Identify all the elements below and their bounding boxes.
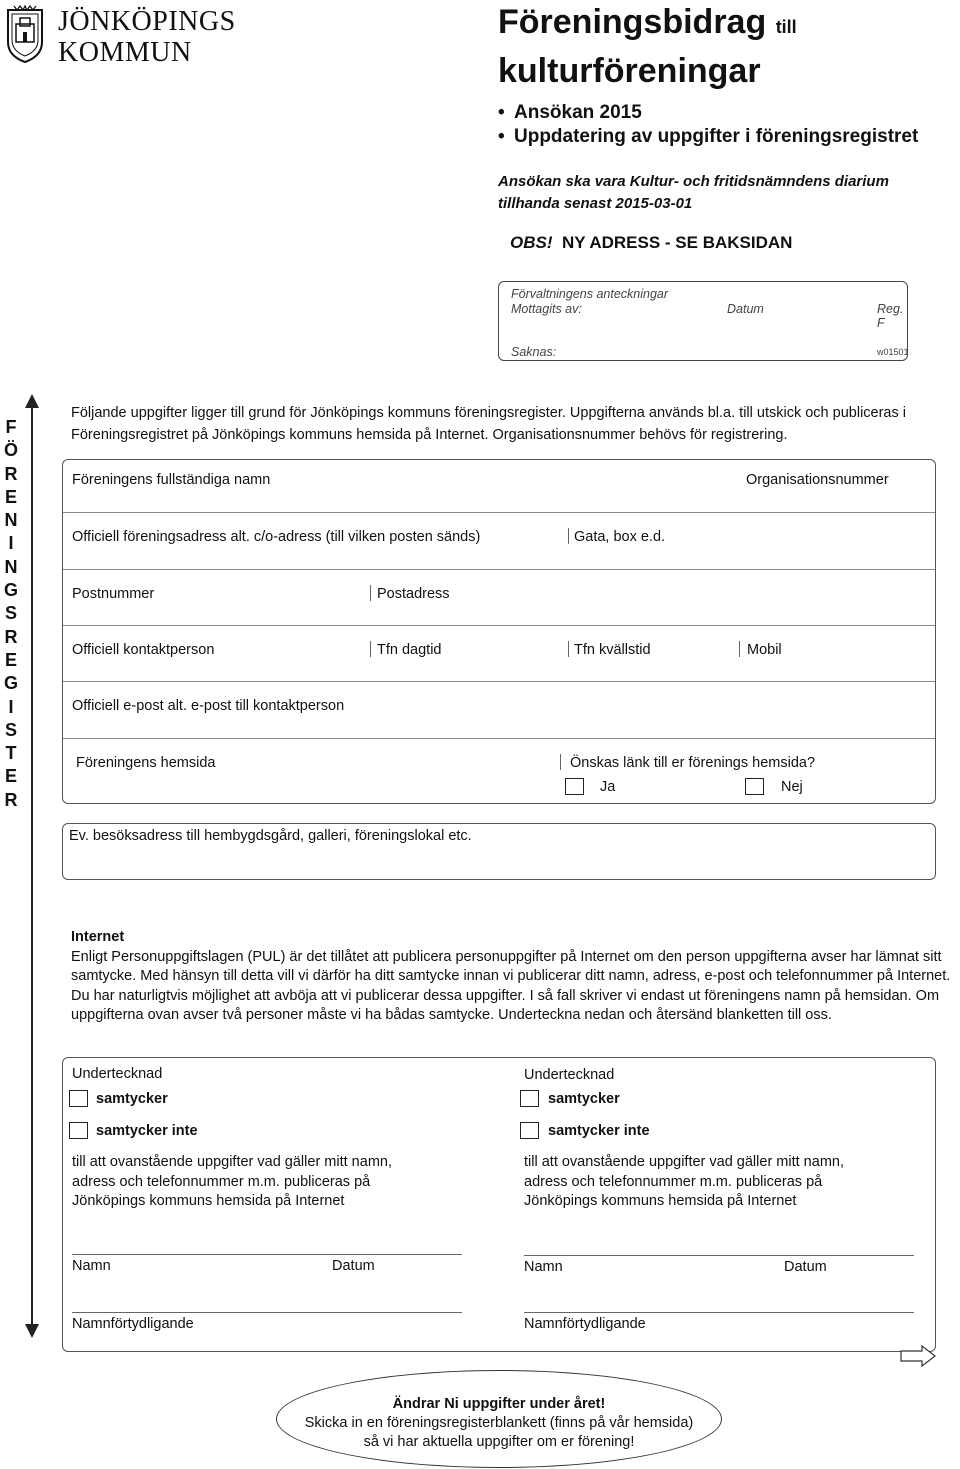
undersigned-label: Undertecknad [72,1066,163,1082]
full-name-label: Föreningens fullständiga namn [72,472,271,488]
municipality-logo [58,6,236,68]
deadline-line-2: tillhanda senast 2015-03-01 [498,195,693,212]
obs-label: OBS! [510,233,553,252]
mobile-label: Mobil [747,642,782,658]
link-yes-checkbox[interactable] [565,778,584,795]
consent-heading: Internet [71,929,125,945]
clarification-label-2: Namnförtydligande [524,1316,646,1332]
decline-label-2: samtycker inte [548,1123,650,1139]
intro-text: Följande uppgifter ligger till grund för Jönköpings kommuns föreningsregister. Uppgifterna används bl.a. till utskick och publiceras i Föreningsregistret på Jönköpings kommuns hemsida på Internet. Organisationsnummer behövs för registrering. [71,405,906,443]
signature-line-1[interactable] [72,1254,462,1255]
register-letter: E [4,649,17,670]
statement-line: adress och telefonnummer m.m. publiceras på [72,1173,371,1190]
register-letter: I [8,696,14,717]
logo-line-1: JÖNKÖPINGS [58,6,236,37]
register-letter: T [5,743,17,764]
undersigned-label: Undertecknad [524,1067,615,1083]
signature-line-2[interactable] [524,1255,914,1256]
bullet-item: • Uppdatering av uppgifter i föreningsregistret [498,125,918,149]
title-main-1: Föreningsbidrag [498,3,767,41]
page-title [498,0,797,93]
association-details-form [62,459,936,804]
row-divider [63,738,935,739]
postal-town-label: Postadress [377,586,450,602]
link-question-label: Önskas länk till er förenings hemsida? [570,755,816,771]
reminder-line: Skicka in en föreningsregisterblankett (finns på vår hemsida) [304,1415,694,1431]
link-yes-label: Ja [600,779,616,795]
consent-body: Enligt Personuppgiftslagen (PUL) är det tillåtet att publicera personuppgifter på Internet om den person uppgifterna avser har lämnat sitt samtycke. Med hänsyn till detta vill vi därför ha ditt samtycke innan vi publicerar ditt namn, adress, e-post och telefonnummer på Internet. Du har naturligtvis möjlighet att avböja att vi publicerar dessa uppgifter. I så fall skriver vi endast ut föreningens namn på hemsidan. Om uppgifterna ovan avser två personer måste vi ha bådas samtycke. Underteckna nedan och återsänd blanketten till oss. [71,948,951,1024]
register-letter: Ö [3,440,18,461]
consent-checkbox-2[interactable] [520,1090,539,1107]
address-label: Officiell föreningsadress alt. c/o-adress (till vilken posten sänds) [72,529,481,545]
clarification-line-1[interactable] [72,1312,462,1313]
contact-person-label: Officiell kontaktperson [72,642,215,658]
title-main-2: kulturföreningar [498,52,761,90]
phone-day-label: Tfn dagtid [377,642,442,658]
decline-checkbox-2[interactable] [520,1122,539,1139]
postal-code-label: Postnummer [72,586,155,602]
bullet-list [498,101,918,149]
statement-line: till att ovanstående uppgifter vad gäller mitt namn, [72,1154,392,1170]
consent-label-1: samtycker [96,1091,168,1107]
date-label-2: Datum [784,1259,827,1275]
internet-consent-section [71,928,959,1026]
received-by-label: Mottagits av: [511,302,582,316]
field-divider [568,528,569,544]
register-letter: E [4,486,17,507]
clarification-label-1: Namnförtydligande [72,1316,194,1332]
reminder-line: så vi har aktuella uppgifter om er förening! [363,1434,635,1450]
register-letter: R [4,789,18,810]
register-vertical-line [31,406,33,1326]
administration-notes-box [498,281,908,361]
admin-date-label: Datum [727,302,764,316]
bullet-item: • Ansökan 2015 [498,101,918,125]
register-letter: G [3,673,18,694]
field-divider [739,641,740,657]
update-reminder-oval [276,1370,722,1468]
website-label: Föreningens hemsida [76,755,216,771]
obs-text: NY ADRESS - SE BAKSIDAN [561,233,793,252]
email-label: Officiell e-post alt. e-post till kontaktperson [72,698,345,714]
field-divider [370,585,371,601]
visit-address-label: Ev. besöksadress till hembygdsgård, galleri, föreningslokal etc. [69,828,472,844]
statement-line: Jönköpings kommuns hemsida på Internet [72,1193,345,1210]
statement-line: till att ovanstående uppgifter vad gäller mitt namn, [524,1154,844,1170]
register-letter: N [4,556,18,577]
field-divider [560,754,561,770]
consent-label-2: samtycker [548,1091,620,1107]
register-letter: F [5,417,17,437]
register-letter: I [8,533,14,554]
consent-checkbox-1[interactable] [69,1090,88,1107]
field-divider [568,641,569,657]
register-vertical-label [0,416,22,812]
row-divider [63,512,935,513]
row-divider [63,569,935,570]
new-address-notice [510,233,792,253]
coat-of-arms-icon [6,4,44,64]
consent-statement-1 [72,1153,392,1212]
reminder-heading: Ändrar Ni uppgifter under året! [392,1396,606,1412]
admin-heading: Förvaltningens anteckningar [511,287,669,301]
turn-page-arrow-icon [900,1345,936,1367]
register-letter: N [4,510,18,531]
statement-line: adress och telefonnummer m.m. publiceras på [524,1173,823,1190]
form-code: w01501 [877,347,909,357]
decline-label-1: samtycker inte [96,1123,198,1139]
register-letter: R [4,463,18,484]
name-label-1: Namn [72,1258,111,1274]
register-letter: G [3,580,18,601]
phone-evening-label: Tfn kvällstid [574,642,651,658]
org-number-label: Organisationsnummer [746,472,889,488]
visit-address-box [62,823,936,880]
register-letter: S [4,603,17,624]
arrow-down-icon [25,1324,39,1338]
name-label-2: Namn [524,1259,563,1275]
title-small: till [775,17,797,37]
reg-label: Reg. F [877,302,904,330]
register-letter: R [4,626,18,647]
street-label: Gata, box e.d. [574,529,666,545]
link-no-checkbox[interactable] [745,778,764,795]
register-letter: S [4,719,17,740]
link-no-label: Nej [781,779,803,795]
decline-checkbox-1[interactable] [69,1122,88,1139]
missing-label: Saknas: [511,345,557,359]
date-label-1: Datum [332,1258,375,1274]
field-divider [370,641,371,657]
deadline-line-1: Ansökan ska vara Kultur- och fritidsnämndens diarium [498,173,889,190]
consent-statement-2 [524,1153,844,1212]
register-letter: E [4,766,17,787]
deadline-note [498,171,889,215]
clarification-line-2[interactable] [524,1312,914,1313]
row-divider [63,681,935,682]
statement-line: Jönköpings kommuns hemsida på Internet [524,1193,797,1210]
row-divider [63,625,935,626]
logo-line-2: KOMMUN [58,37,192,68]
signature-box [62,1057,936,1352]
